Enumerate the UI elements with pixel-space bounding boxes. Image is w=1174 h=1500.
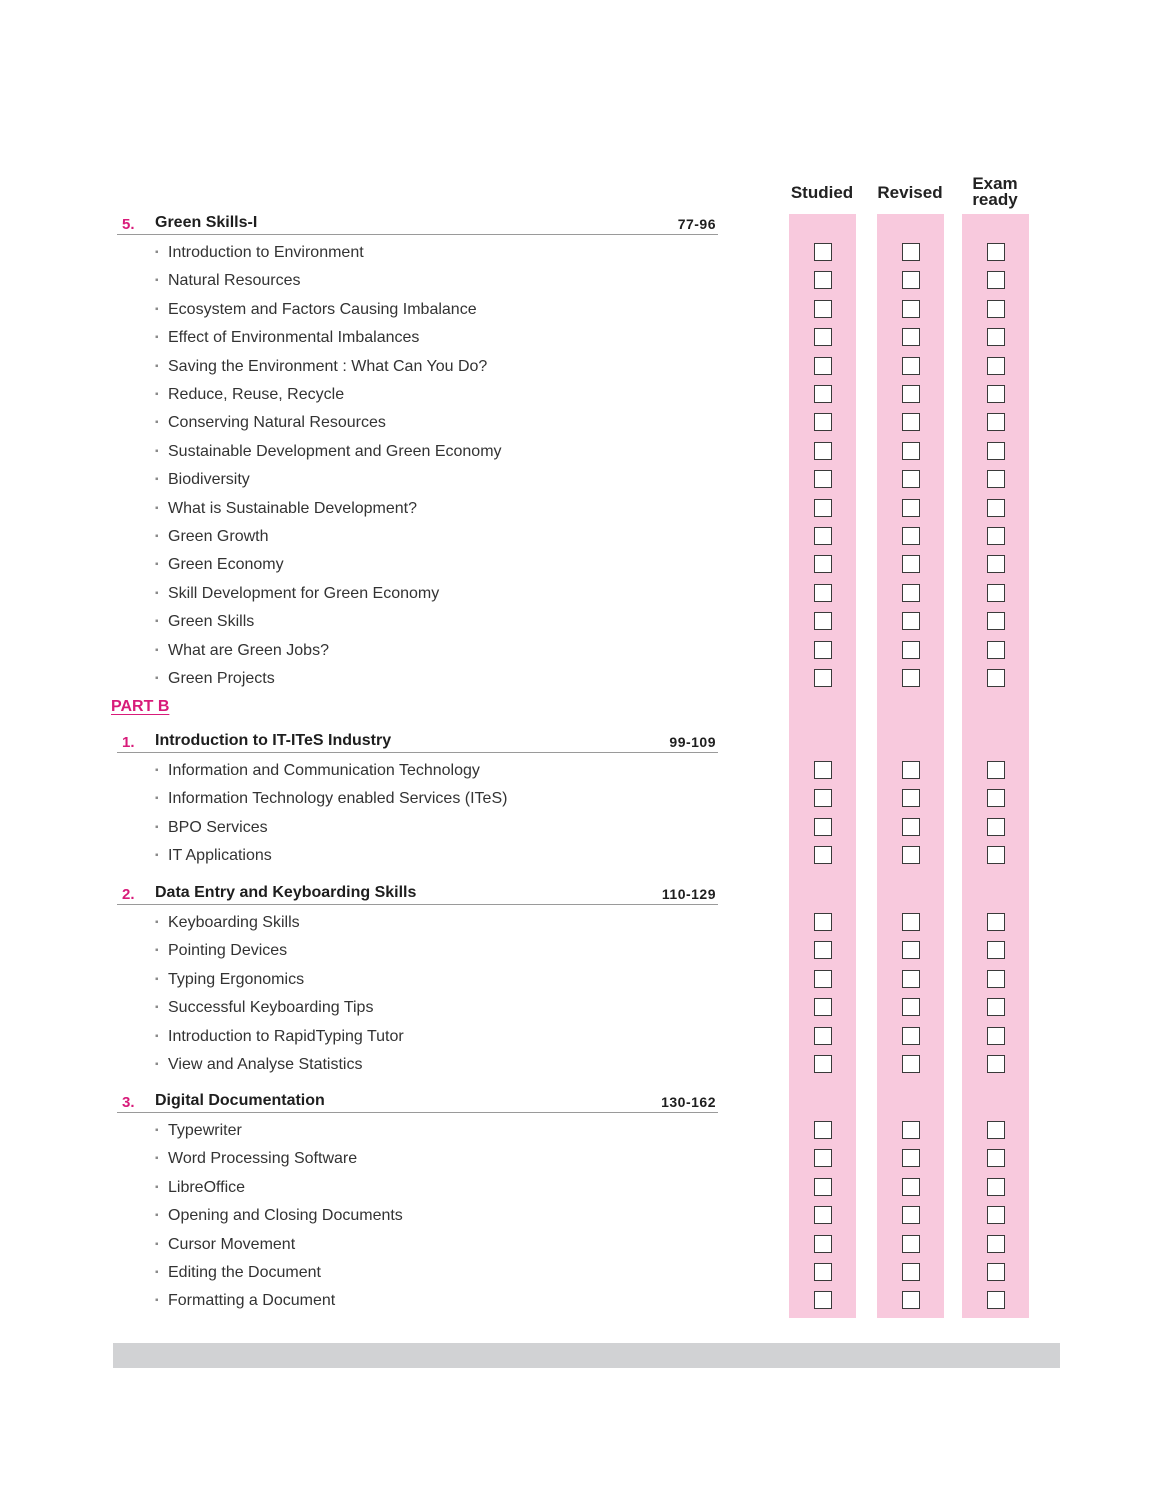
revised-checkbox[interactable] — [902, 584, 920, 602]
exam-ready-checkbox[interactable] — [987, 846, 1005, 864]
list-item — [155, 499, 417, 519]
revised-checkbox[interactable] — [902, 818, 920, 836]
topic-label: Natural Resources — [168, 272, 301, 290]
list-item — [155, 970, 304, 990]
list-item — [155, 818, 268, 838]
exam-ready-checkbox[interactable] — [987, 300, 1005, 318]
list-item — [155, 527, 268, 547]
bullet-dot-icon: ▪ — [155, 559, 159, 571]
topic-label: Reduce, Reuse, Recycle — [168, 386, 345, 403]
exam-ready-checkbox[interactable] — [987, 1263, 1005, 1281]
exam-ready-checkbox[interactable] — [987, 1235, 1005, 1253]
revised-checkbox[interactable] — [902, 998, 920, 1016]
exam-ready-column-header: Exam ready — [972, 174, 1018, 209]
footer-bar — [113, 1343, 1060, 1368]
chapter-number: 5. — [122, 216, 135, 233]
exam-ready-checkbox[interactable] — [987, 385, 1005, 403]
list-item — [155, 941, 287, 961]
bullet-dot-icon: ▪ — [155, 616, 159, 628]
list-item — [155, 413, 386, 433]
bullet-dot-icon: ▪ — [155, 793, 159, 805]
revised-checkbox[interactable] — [902, 1263, 920, 1281]
studied-checkbox[interactable] — [814, 1149, 832, 1167]
studied-checkbox[interactable] — [814, 1291, 832, 1309]
bullet-dot-icon: ▪ — [155, 247, 159, 258]
bullet-dot-icon: ▪ — [155, 1210, 159, 1222]
chapter-pages: 110-129 — [661, 886, 716, 902]
bullet-dot-icon: ▪ — [155, 1153, 159, 1165]
bullet-dot-icon: ▪ — [155, 445, 159, 457]
chapter-heading — [117, 1092, 718, 1113]
revised-checkbox[interactable] — [902, 1291, 920, 1309]
studied-checkbox[interactable] — [814, 271, 832, 289]
revised-checkbox[interactable] — [902, 669, 920, 687]
topic-label: Green Projects — [168, 670, 275, 687]
bullet-dot-icon: ▪ — [155, 360, 159, 372]
studied-checkbox[interactable] — [814, 1178, 832, 1196]
list-item — [155, 328, 419, 348]
studied-checkbox[interactable] — [814, 1263, 832, 1281]
studied-column-header: Studied — [790, 183, 854, 202]
bullet-dot-icon: ▪ — [155, 389, 159, 400]
topic-label: Successful Keyboarding Tips — [168, 999, 374, 1017]
studied-checkbox[interactable] — [814, 470, 832, 488]
bullet-dot-icon: ▪ — [155, 332, 159, 344]
bullet-dot-icon: ▪ — [155, 821, 159, 833]
topic-label: Information Technology enabled Services (ITeS) — [168, 790, 508, 808]
exam-ready-checkbox[interactable] — [987, 328, 1005, 346]
topic-label: Green Economy — [168, 556, 284, 574]
list-item — [155, 1235, 295, 1255]
topic-label: Biodiversity — [168, 471, 250, 489]
chapter-pages: 130-162 — [661, 1094, 716, 1110]
revised-checkbox[interactable] — [902, 970, 920, 988]
studied-checkbox[interactable] — [814, 1121, 832, 1139]
bullet-dot-icon: ▪ — [155, 917, 159, 928]
studied-checkbox[interactable] — [814, 761, 832, 779]
bullet-dot-icon: ▪ — [155, 531, 159, 542]
revised-checkbox[interactable] — [902, 527, 920, 545]
revised-column-header: Revised — [877, 183, 943, 202]
bullet-dot-icon: ▪ — [155, 474, 159, 486]
studied-checkbox[interactable] — [814, 527, 832, 545]
exam-ready-checkbox[interactable] — [987, 669, 1005, 687]
list-item — [155, 1206, 403, 1226]
exam-ready-checkbox[interactable] — [987, 499, 1005, 517]
bullet-dot-icon: ▪ — [155, 502, 159, 514]
studied-checkbox[interactable] — [814, 385, 832, 403]
chapter-pages: 77-96 — [677, 216, 716, 232]
list-item — [155, 1149, 357, 1169]
revised-checkbox[interactable] — [902, 328, 920, 346]
topic-label: LibreOffice — [168, 1178, 246, 1196]
list-item — [155, 385, 344, 405]
revised-checkbox[interactable] — [902, 300, 920, 318]
exam-ready-checkbox[interactable] — [987, 1121, 1005, 1139]
exam-ready-checkbox[interactable] — [987, 913, 1005, 931]
studied-checkbox[interactable] — [814, 998, 832, 1016]
chapter-title: Introduction to IT-ITeS Industry — [155, 732, 392, 749]
topic-label: Editing the Document — [168, 1264, 321, 1281]
revised-checkbox[interactable] — [902, 470, 920, 488]
list-item — [155, 1291, 335, 1311]
topic-label: IT Applications — [168, 847, 272, 865]
bullet-dot-icon: ▪ — [155, 1059, 159, 1070]
revised-checkbox[interactable] — [902, 612, 920, 630]
list-item — [155, 641, 329, 661]
list-item — [155, 1055, 362, 1075]
exam-ready-checkbox[interactable] — [987, 998, 1005, 1016]
studied-checkbox[interactable] — [814, 584, 832, 602]
exam-ready-checkbox[interactable] — [987, 1027, 1005, 1045]
studied-checkbox[interactable] — [814, 913, 832, 931]
bullet-dot-icon: ▪ — [155, 587, 159, 599]
revised-checkbox[interactable] — [902, 1027, 920, 1045]
bullet-dot-icon: ▪ — [155, 644, 159, 656]
revised-checkbox[interactable] — [902, 1149, 920, 1167]
exam-ready-checkbox[interactable] — [987, 555, 1005, 573]
exam-ready-checkbox[interactable] — [987, 789, 1005, 807]
revised-checkbox[interactable] — [902, 271, 920, 289]
topic-label: BPO Services — [168, 818, 268, 836]
bullet-dot-icon: ▪ — [155, 973, 159, 985]
chapter-title: Digital Documentation — [155, 1092, 325, 1109]
revised-checkbox[interactable] — [902, 1178, 920, 1196]
topic-label: Cursor Movement — [168, 1235, 296, 1253]
list-item — [155, 913, 300, 933]
bullet-dot-icon: ▪ — [155, 303, 159, 315]
bullet-dot-icon: ▪ — [155, 850, 159, 862]
list-item — [155, 243, 364, 263]
topic-label: Typing Ergonomics — [168, 970, 305, 988]
topic-label: View and Analyse Statistics — [168, 1056, 363, 1073]
chapter-pages: 99-109 — [669, 734, 716, 750]
studied-checkbox[interactable] — [814, 612, 832, 630]
exam-ready-checkbox[interactable] — [987, 413, 1005, 431]
studied-checkbox[interactable] — [814, 818, 832, 836]
exam-ready-checkbox[interactable] — [987, 470, 1005, 488]
studied-checkbox[interactable] — [814, 1055, 832, 1073]
list-item — [155, 271, 301, 291]
exam-ready-checkbox[interactable] — [987, 442, 1005, 460]
exam-ready-checkbox[interactable] — [987, 243, 1005, 261]
bullet-dot-icon: ▪ — [155, 1295, 159, 1307]
list-item — [155, 998, 373, 1018]
studied-checkbox[interactable] — [814, 555, 832, 573]
topic-label: Introduction to RapidTyping Tutor — [168, 1027, 404, 1045]
revised-checkbox[interactable] — [902, 555, 920, 573]
list-item — [155, 442, 502, 462]
list-item — [155, 584, 439, 604]
revised-checkbox[interactable] — [902, 499, 920, 517]
studied-checkbox[interactable] — [814, 789, 832, 807]
studied-checkbox[interactable] — [814, 328, 832, 346]
revised-checkbox[interactable] — [902, 357, 920, 375]
exam-ready-checkbox[interactable] — [987, 761, 1005, 779]
studied-checkbox[interactable] — [814, 499, 832, 517]
topic-label: What is Sustainable Development? — [168, 499, 418, 517]
bullet-dot-icon: ▪ — [155, 765, 159, 776]
revised-checkbox[interactable] — [902, 1055, 920, 1073]
chapter-heading — [117, 214, 718, 235]
chapter-title: Data Entry and Keyboarding Skills — [155, 884, 417, 901]
topic-label: Saving the Environment : What Can You Do? — [168, 357, 488, 375]
bullet-dot-icon: ▪ — [155, 1002, 159, 1014]
topic-label: Information and Communication Technology — [168, 762, 480, 779]
revised-checkbox[interactable] — [902, 1206, 920, 1224]
list-item — [155, 612, 254, 632]
topic-label: Green Growth — [168, 528, 269, 545]
exam-ready-checkbox[interactable] — [987, 970, 1005, 988]
topic-label: Keyboarding Skills — [168, 914, 300, 931]
list-item — [155, 300, 477, 320]
exam-ready-checkbox[interactable] — [987, 527, 1005, 545]
revised-checkbox[interactable] — [902, 442, 920, 460]
revised-checkbox[interactable] — [902, 1121, 920, 1139]
list-item — [155, 555, 284, 575]
exam-ready-checkbox[interactable] — [987, 1291, 1005, 1309]
revised-checkbox[interactable] — [902, 243, 920, 261]
topic-label: Sustainable Development and Green Economy — [168, 442, 502, 460]
studied-checkbox[interactable] — [814, 1206, 832, 1224]
studied-checkbox[interactable] — [814, 941, 832, 959]
bullet-dot-icon: ▪ — [155, 945, 159, 957]
exam-ready-checkbox[interactable] — [987, 1178, 1005, 1196]
studied-checkbox[interactable] — [814, 357, 832, 375]
list-item — [155, 1263, 321, 1283]
exam-ready-checkbox[interactable] — [987, 941, 1005, 959]
studied-checkbox[interactable] — [814, 442, 832, 460]
revised-checkbox[interactable] — [902, 413, 920, 431]
exam-ready-checkbox[interactable] — [987, 1149, 1005, 1167]
revised-checkbox[interactable] — [902, 761, 920, 779]
topic-label: Pointing Devices — [168, 942, 288, 960]
studied-checkbox[interactable] — [814, 413, 832, 431]
topic-label: Introduction to Environment — [168, 244, 364, 261]
list-item — [155, 1027, 404, 1047]
studied-checkbox[interactable] — [814, 300, 832, 318]
exam-ready-checkbox[interactable] — [987, 1206, 1005, 1224]
chapter-number: 2. — [122, 886, 135, 903]
list-item — [155, 846, 272, 866]
topic-label: Opening and Closing Documents — [168, 1207, 403, 1225]
exam-ready-checkbox[interactable] — [987, 271, 1005, 289]
studied-checkbox[interactable] — [814, 1027, 832, 1045]
studied-checkbox[interactable] — [814, 641, 832, 659]
studied-checkbox[interactable] — [814, 243, 832, 261]
part-label: PART B — [111, 698, 170, 715]
revised-checkbox[interactable] — [902, 913, 920, 931]
studied-checkbox[interactable] — [814, 669, 832, 687]
list-item — [155, 1178, 245, 1198]
bullet-dot-icon: ▪ — [155, 1125, 159, 1136]
list-item — [155, 669, 275, 689]
topic-label: Typewriter — [168, 1122, 242, 1139]
exam-ready-checkbox[interactable] — [987, 1055, 1005, 1073]
topic-label: What are Green Jobs? — [168, 641, 329, 659]
list-item — [155, 470, 250, 490]
list-item — [155, 761, 480, 781]
topic-label: Effect of Environmental Imbalances — [168, 329, 420, 347]
exam-ready-checkbox[interactable] — [987, 612, 1005, 630]
revised-checkbox[interactable] — [902, 385, 920, 403]
revised-checkbox[interactable] — [902, 641, 920, 659]
chapter-number: 3. — [122, 1094, 135, 1111]
chapter-number: 1. — [122, 734, 135, 751]
revised-checkbox[interactable] — [902, 789, 920, 807]
bullet-dot-icon: ▪ — [155, 1267, 159, 1278]
chapter-title: Green Skills-I — [155, 214, 258, 231]
revised-checkbox[interactable] — [902, 846, 920, 864]
studied-checkbox[interactable] — [814, 970, 832, 988]
topic-label: Word Processing Software — [168, 1150, 358, 1168]
topic-label: Skill Development for Green Economy — [168, 584, 440, 602]
chapter-heading — [117, 732, 718, 753]
topic-label: Green Skills — [168, 613, 255, 631]
topic-label: Ecosystem and Factors Causing Imbalance — [168, 300, 477, 318]
topic-label: Conserving Natural Resources — [168, 414, 386, 432]
exam-ready-checkbox[interactable] — [987, 818, 1005, 836]
topic-label: Formatting a Document — [168, 1292, 336, 1310]
bullet-dot-icon: ▪ — [155, 275, 159, 287]
revised-checkbox[interactable] — [902, 1235, 920, 1253]
list-item — [155, 1121, 242, 1141]
exam-ready-checkbox[interactable] — [987, 641, 1005, 659]
bullet-dot-icon: ▪ — [155, 1030, 159, 1042]
chapter-heading — [117, 884, 718, 905]
list-item — [155, 357, 487, 377]
bullet-dot-icon: ▪ — [155, 1181, 159, 1193]
studied-checkbox[interactable] — [814, 1235, 832, 1253]
revised-checkbox[interactable] — [902, 941, 920, 959]
exam-ready-checkbox[interactable] — [987, 357, 1005, 375]
bullet-dot-icon: ▪ — [155, 673, 159, 684]
bullet-dot-icon: ▪ — [155, 1238, 159, 1250]
studied-checkbox[interactable] — [814, 846, 832, 864]
bullet-dot-icon: ▪ — [155, 417, 159, 429]
list-item — [155, 789, 507, 809]
exam-ready-checkbox[interactable] — [987, 584, 1005, 602]
